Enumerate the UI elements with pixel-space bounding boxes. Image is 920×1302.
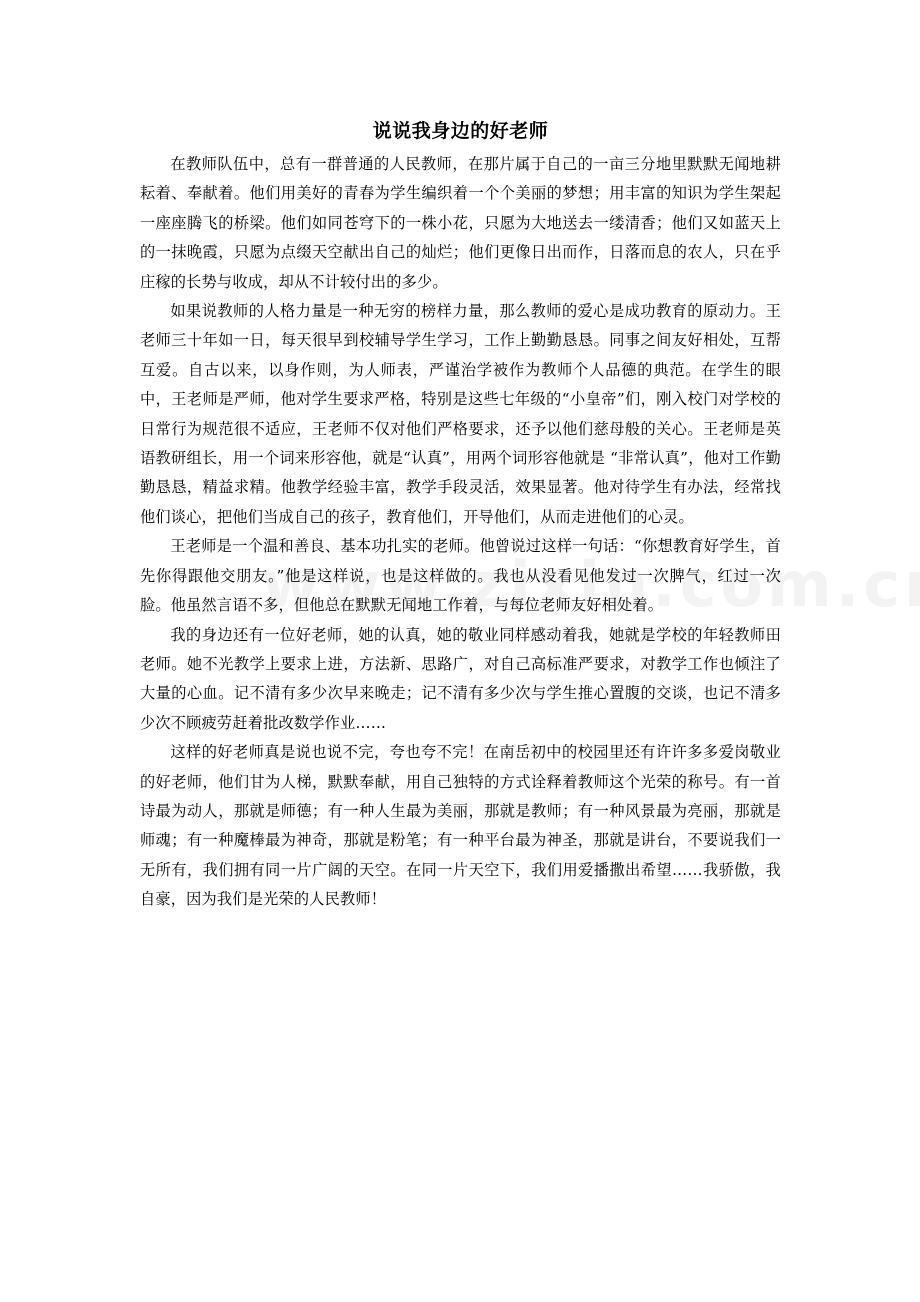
paragraph-2: 如果说教师的人格力量是一种无穷的榜样力量，那么教师的爱心是成功教育的原动力。王老师三十年如一日，每天很早到校辅导学生学习，工作上勤勤恳恳。同事之间友好相处，互帮互爱。自古以来，以身作则，为人师表，严谨治学被作为教师个人品德的典范。在学生的眼中，王老师是严师，他对学生要求严格，特别是这些七年级的“小皇帝”们，刚入校门对学校的日常行为规范很不适应，王老师不仅对他们严格要求，还予以他们慈母般的关心。王老师是英语教研组长，用一个词来形容他，就是“认真”，用两个词形容他就是 “非常认真”，他对工作勤勤恳恳，精益求精。他教学经验丰富，教学手段灵活，效果显著。他对待学生有办法，经常找他们谈心，把他们当成自己的孩子，教育他们，开导他们，从而走进他们的心灵。 bbox=[140, 302, 781, 526]
paragraph-3: 王老师是一个温和善良、基本功扎实的老师。他曾说过这样一句话：“你想教育好学生，首先你得跟他交朋友。”他是这样说，也是这样做的。我也从没看见他发过一次脾气，红过一次脸。他虽然言语不多，但他总在默默无闻地工作着，与每位老师友好相处着。 bbox=[140, 537, 781, 615]
document-title: 说说我身边的好老师 bbox=[372, 120, 549, 142]
paragraph-5: 这样的好老师真是说也说不完，夸也夸不完！在南岳初中的校园里还有许许多多爱岗敬业的好老师，他们甘为人梯，默默奉献，用自己独特的方式诠释着教师这个光荣的称号。有一首诗最为动人，那就是师德；有一种人生最为美丽，那就是教师；有一种风景最为亮丽，那就是师魂；有一种魔棒最为神奇，那就是粉笔；有一种平台最为神圣，那就是讲台，不要说我们一无所有，我们拥有同一片广阔的天空。在同一片天空下，我们用爱播撒出希望……我骄傲，我自豪，因为我们是光荣的人民教师！ bbox=[140, 743, 781, 909]
document-page bbox=[140, 112, 781, 915]
paragraph-4: 我的身边还有一位好老师，她的认真，她的敬业同样感动着我，她就是学校的年轻教师田老师。她不光教学上要求上进，方法新、思路广，对自己高标准严要求，对教学工作也倾注了大量的心血。记不清有多少次早来晚走；记不清有多少次与学生推心置腹的交谈，也记不清多少次不顾疲劳赶着批改数学作业…… bbox=[140, 625, 781, 732]
paragraph-1: 在教师队伍中，总有一群普通的人民教师，在那片属于自己的一亩三分地里默默无闻地耕耘着、奉献着。他们用美好的青春为学生编织着一个个美丽的梦想；用丰富的知识为学生架起一座座腾飞的桥梁。他们如同苍穹下的一株小花，只愿为大地送去一缕清香；他们又如蓝天上的一抹晚霞，只愿为点缀天空献出自己的灿烂；他们更像日出而作，日落而息的农人，只在乎庄稼的长势与收成，却从不计较付出的多少。 bbox=[140, 155, 781, 291]
